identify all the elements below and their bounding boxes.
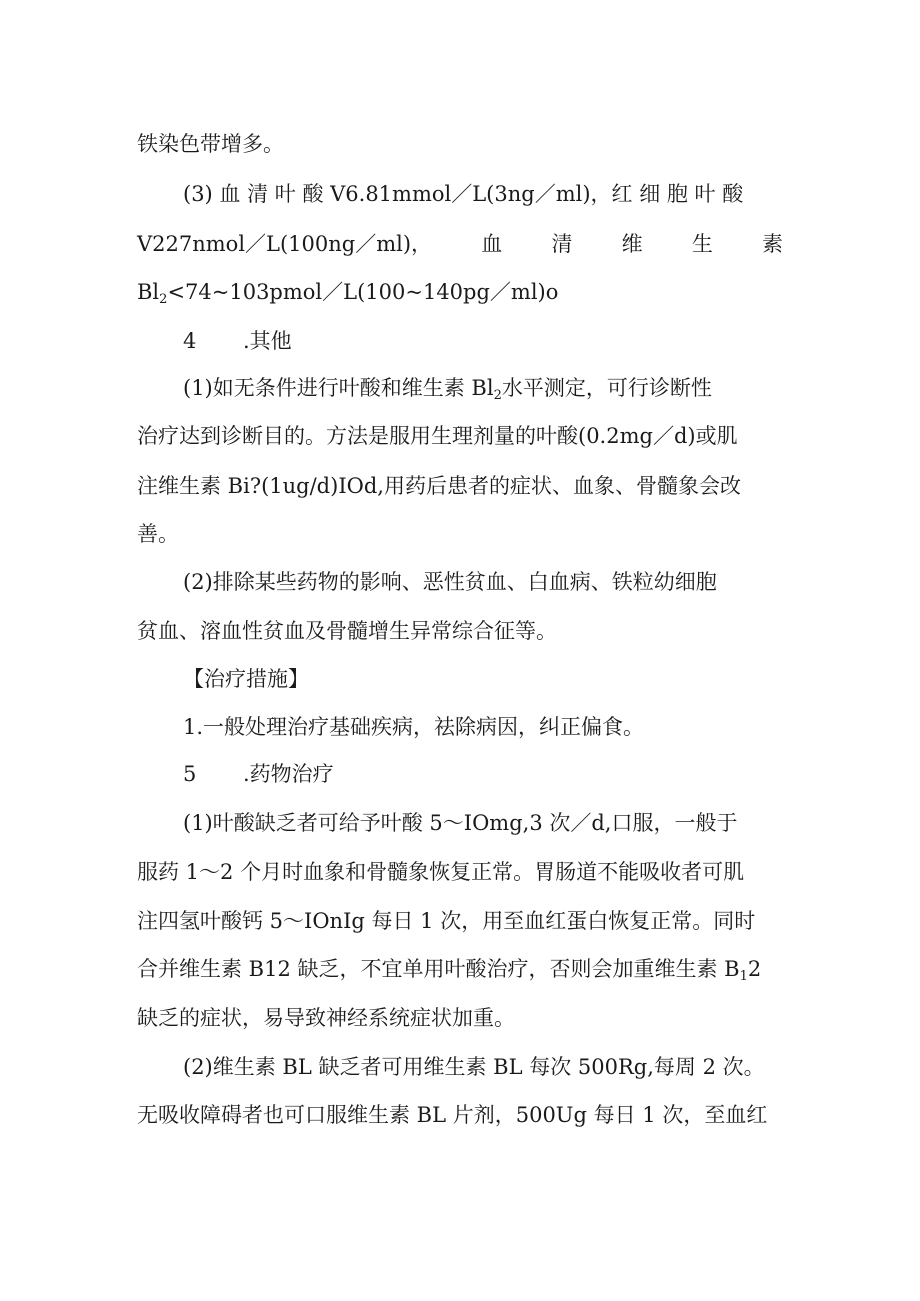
text-segment: 清: [551, 232, 573, 256]
treatment-2-line-1: (2)维生素 BL 缺乏者可用维生素 BL 每次 500Rg,每周 2 次。: [183, 1055, 765, 1079]
heading-4: [183, 326, 292, 356]
text-segment: 生: [691, 232, 713, 256]
text-segment: 维: [621, 232, 643, 256]
text-segment: 合并维生素 B12 缺乏，不宜单用叶酸治疗，否则会加重维生素 B: [137, 957, 740, 981]
paragraph-1-line-2: 治疗达到诊断目的。方法是服用生理剂量的叶酸(0.2mg／d)或肌: [137, 424, 738, 448]
treatment-2-line-2: 无吸收障碍者也可口服维生素 BL 片剂，500Ug 每日 1 次，至血红: [137, 1103, 768, 1127]
subscript: 1: [739, 969, 748, 984]
treatment-1-line-1: (1)叶酸缺乏者可给予叶酸 5～IOmg,3 次／d,口服，一般于: [183, 811, 738, 835]
text-segment: (1)如无条件进行叶酸和维生素 Bl: [183, 376, 494, 400]
text-segment: <74~103pmol／L(100~140pg／ml)o: [167, 280, 559, 304]
paragraph-2-line-2: 贫血、溶血性贫血及骨髓增生异常综合征等。: [137, 619, 557, 643]
paragraph-3-line-3: [137, 277, 558, 307]
subscript: 2: [493, 388, 502, 403]
treatment-1-line-4: [137, 954, 761, 984]
text-line: 铁染色带增多。: [137, 132, 284, 156]
paragraph-1-line-4: 善。: [137, 522, 179, 546]
paragraph-1-line-1: [183, 373, 712, 403]
heading-title: .药物治疗: [243, 762, 334, 786]
paragraph-1-line-3: 注维生素 Bi?(1ug/d)IOd,用药后患者的症状、血象、骨髓象会改: [137, 474, 741, 498]
paragraph-2-line-1: (2)排除某些药物的影响、恶性贫血、白血病、铁粒幼细胞: [183, 570, 717, 594]
text-segment: 血: [481, 232, 503, 256]
heading-title: .其他: [243, 329, 292, 353]
subscript: 2: [159, 292, 168, 307]
paragraph-3-line-2: [137, 229, 783, 259]
text-segment: Bl: [137, 280, 160, 304]
section-heading: 【治疗措施】: [183, 667, 309, 691]
text-segment: 2: [747, 957, 762, 981]
list-item: 1.一般处理治疗基础疾病，祛除病因，纠正偏食。: [183, 715, 645, 739]
treatment-1-line-5: 缺乏的症状，易导致神经系统症状加重。: [137, 1006, 515, 1030]
text-segment: 素: [762, 232, 783, 256]
heading-number: 5: [183, 762, 197, 786]
treatment-1-line-2: 服药 1～2 个月时血象和骨髓象恢复正常。胃肠道不能吸收者可肌: [137, 860, 745, 884]
heading-5: [183, 759, 334, 789]
treatment-1-line-3: 注四氢叶酸钙 5～IOnIg 每日 1 次，用至血红蛋白恢复正常。同时: [137, 909, 756, 933]
text-segment: V227nmol／L(100ng／ml)，: [137, 232, 433, 256]
paragraph-3-line-1: (3) 血 清 叶 酸 V6.81mmol／L(3ng／ml)，红 细 胞 叶 酸: [183, 182, 744, 206]
heading-number: 4: [183, 329, 197, 353]
text-segment: 水平测定，可行诊断性: [501, 376, 712, 400]
